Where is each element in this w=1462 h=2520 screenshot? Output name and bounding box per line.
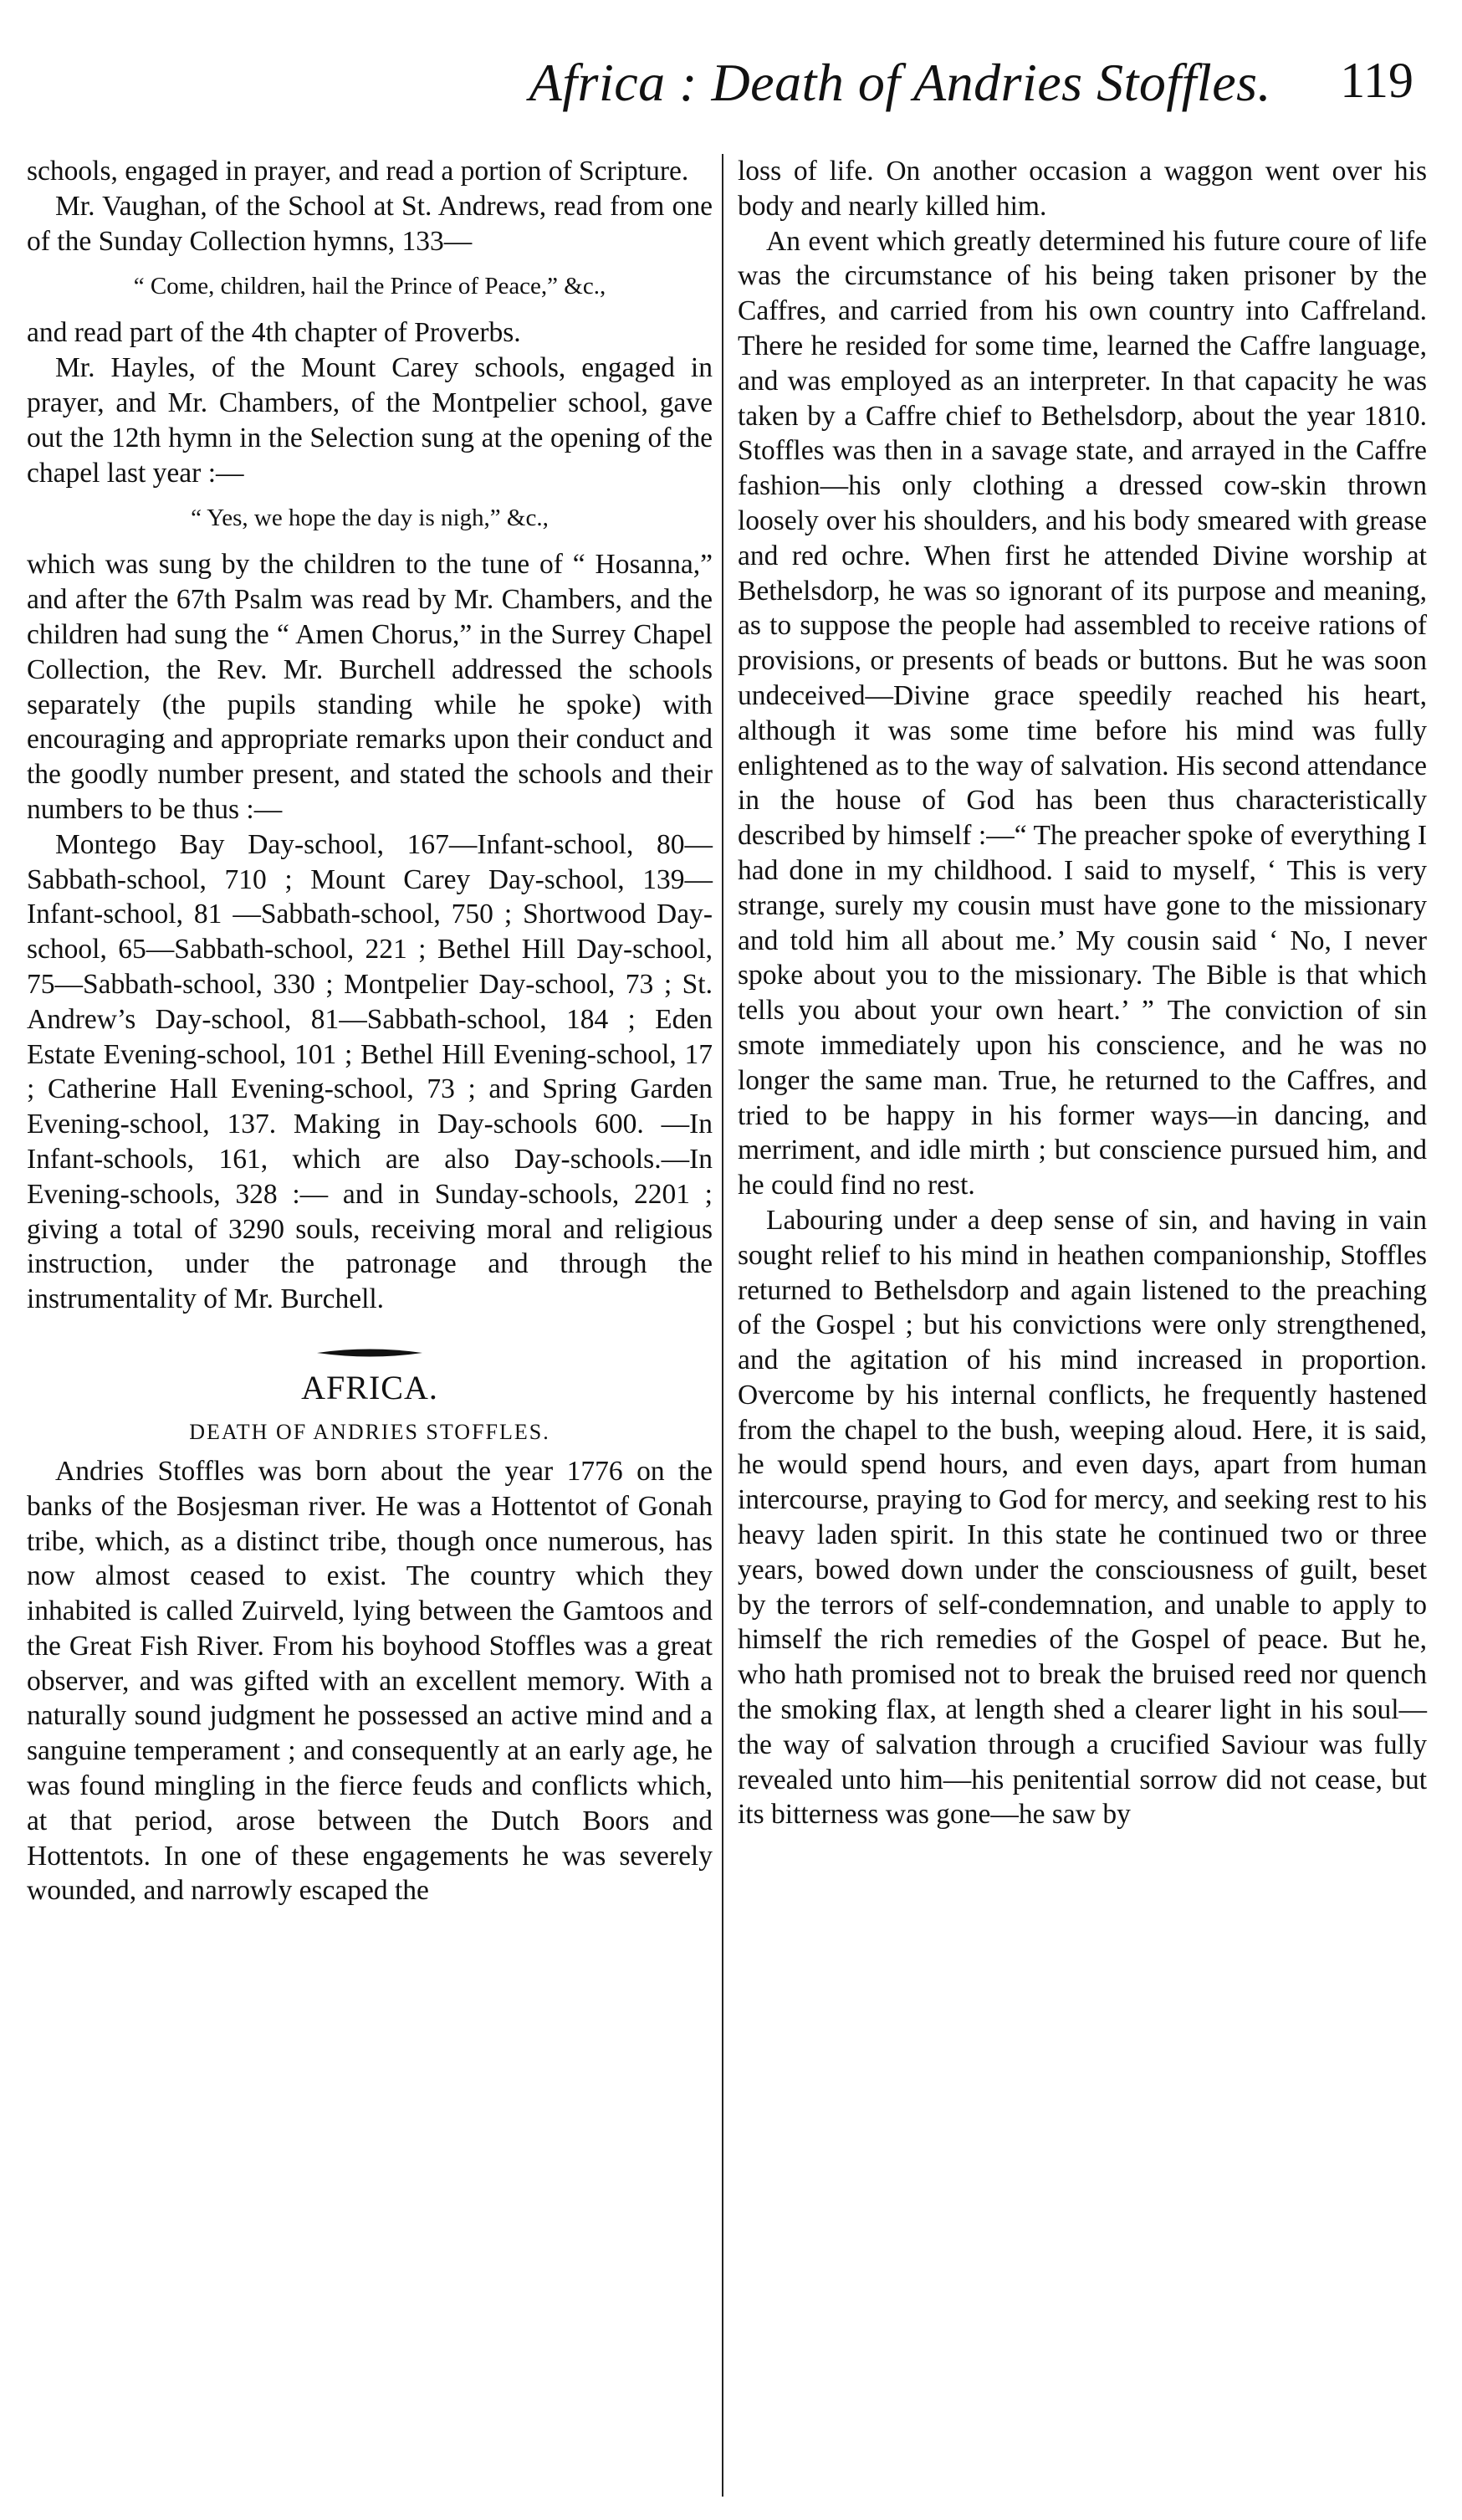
paragraph: An event which greatly determined his future coure of life was the circumstance of his being taken prisoner by the Caffres, and carried from his own country into Caffreland. There he resided for some time, learned the Caffre language, and was employed as an interpreter. In that capacity he was taken by a Caffre chief to Bethelsdorp, about the year 1810. Stoffles was then in a savage state, and arrayed in the Caffre fashion—his only clothing a dressed cow-skin thrown loosely over his shoulders, and his body smeared with grease and red ochre. When first he attended Divine worship at Bethelsdorp, he was so ignorant of its purpose and meaning, as to suppose the people had assembled to receive rations of provisions, or presents of beads or buttons. But he was soon undeceived—Divine grace speedily reached his heart, although it was some time before his mind was fully enlightened as to the way of salvation. His second attendance in the house of God has been thus characteristically described by himself :—“ The preacher spoke of everything I had done in my childhood. I said to myself, ‘ This is very strange, surely my cousin must have gone to the missionary and told him all about me.’ My cousin said ‘ No, I never spoke about you to the missionary. The Bible is that which tells you about your own heart.’ ” The conviction of sin smote immediately upon his conscience, and he was no longer the same man. True, he returned to the Caffres, and tried to be happy in his former ways—in dancing, and merriment, and idle mirth ; but conscience pursued him, and he could find no rest. — [738, 225, 1427, 1201]
ornament-rule-icon — [315, 1347, 424, 1359]
paragraph: Andries Stoffles was born about the year 1776 on the banks of the Bosjesman river. He was a Hottentot of Gonah tribe, which, as a distinct tribe, though once numerous, has now almost ceased to exist. The country which they inhabited is called Zuirveld, lying between the Gamtoos and the Great Fish River. From his boyhood Stoffles was a great observer, and was gifted with an excellent memory. With a naturally sound judgment he possessed an active mind and a sanguine temperament ; and consequently at an early age, he was found mingling in the fierce feuds and conflicts which, at that period, arose between the Dutch Boors and Hottentots. In one of these engagements he was severely wounded, and narrowly escaped the — [27, 1455, 713, 1907]
hymn-quote: “ Yes, we hope the day is nigh,” &c., — [191, 505, 549, 532]
left-column — [27, 154, 713, 1908]
section-heading — [27, 1347, 713, 1449]
paragraph: schools, engaged in prayer, and read a portion of Scripture. — [27, 156, 689, 187]
section-title: AFRICA. — [301, 1368, 438, 1406]
paragraph: loss of life. On another occasion a waggon went over his body and nearly killed him. — [738, 156, 1427, 222]
paragraph: Labouring under a deep sense of sin, and having in vain sought relief to his mind in heathen companionship, Stoffles returned to Bethelsdorp and again listened to the preaching of the Gospel ; but his convictions were only strengthened, and the agitation of his mind increased in proportion. Overcome by his internal conflicts, he frequently hastened from the chapel to the bush, weeping aloud. Here, it is said, he would spend hours, and even days, apart from human intercourse, praying to God for mercy, and seeking rest to his heavy laden spirit. In this state he continued two or three years, bowed down under the consciousness of guilt, beset by the terrors of self-condemnation, and unable to apply to himself the rich remedies of the Gospel of peace. But he, who hath promised not to break the bruised reed nor quench the smoking flax, at length shed a clearer light in his soul—the way of salvation through a crucified Saviour was fully revealed unto him—his penitential sorrow did not cease, but its bitterness was gone—he saw by — [738, 1204, 1427, 1831]
right-column — [738, 154, 1427, 1832]
hymn-quote: “ Come, children, hail the Prince of Peace,” &c., — [133, 273, 606, 300]
page-number: 119 — [1340, 53, 1413, 108]
running-head — [0, 52, 1413, 127]
section-subtitle: DEATH OF ANDRIES STOFFLES. — [189, 1419, 550, 1444]
paragraph: Mr. Vaughan, of the School at St. Andrews, read from one of the Sunday Collection hymns, 133— — [27, 190, 713, 257]
paragraph: Mr. Hayles, of the Mount Carey schools, engaged in prayer, and Mr. Chambers, of the Montpelier school, gave out the 12th hymn in the Selection sung at the opening of the chapel last year :— — [27, 352, 713, 489]
paragraph: which was sung by the children to the tune of “ Hosanna,” and after the 67th Psalm was read by Mr. Chambers, and the children had sung the “ Amen Chorus,” in the Surrey Chapel Collection, the Rev. Mr. Burchell addressed the schools separately (the pupils standing while he spoke) with encouraging and appropriate remarks upon their conduct and the goodly number present, and stated the schools and their numbers to be thus :— — [27, 549, 713, 825]
paragraph: Montego Bay Day-school, 167—Infant-school, 80—Sabbath-school, 710 ; Mount Carey Day-school, 139—Infant-school, 81 —Sabbath-school, 750 ; Shortwood Day-school, 65—Sabbath-school, 221 ; Bethel Hill Day-school, 75—Sabbath-school, 330 ; Montpelier Day-school, 73 ; St. Andrew’s Day-school, 81—Sabbath-school, 184 ; Eden Estate Evening-school, 101 ; Bethel Hill Evening-school, 17 ; Catherine Hall Evening-school, 73 ; and Spring Garden Evening-school, 137. Making in Day-schools 600. —In Infant-schools, 161, which are also Day-schools.—In Evening-schools, 328 :— and in Sunday-schools, 2201 ; giving a total of 3290 souls, receiving moral and religious instruction, under the patronage and through the instrumentality of Mr. Burchell. — [27, 828, 713, 1315]
column-divider — [722, 154, 723, 2497]
running-title: Africa : Death of Andries Stoffles. — [529, 53, 1271, 112]
paragraph: and read part of the 4th chapter of Proverbs. — [27, 317, 521, 349]
